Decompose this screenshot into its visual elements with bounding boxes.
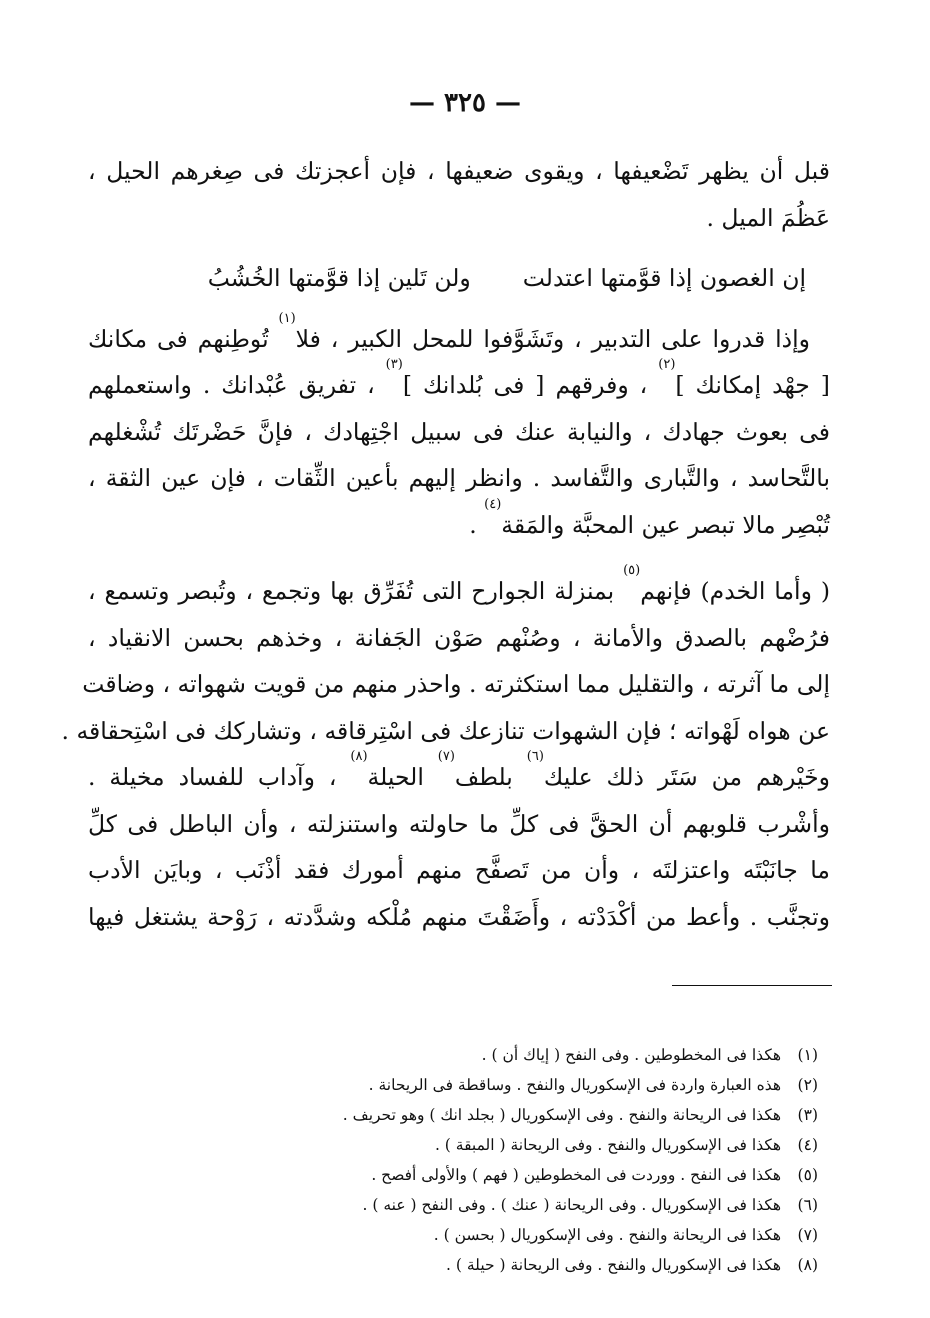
text-segment: بمنزلة الجوارح التى تُفَرِّق بها وتجمع ، وتُبصر وتسمع ، [88,577,624,605]
footnote-ref: (١) [278,310,296,326]
text-line: عَظُمَ الميل . [706,203,830,232]
verse-hemistich-first: إن الغصون إذا قوَّمتها اعتدلت [522,264,806,292]
footnote-number: (٦) [797,1196,818,1214]
text-segment: تُبْصِر مالا تبصر عين المحبَّة والمَقة [501,510,830,539]
text-segment: تُوطِنهم فى مكانك [88,324,279,353]
footnote [178,1220,818,1250]
verse-hemistich-second: ولن تَلين إذا قوَّمتها الخُشُبُ [207,264,471,292]
footnote-number: (٤) [797,1136,818,1154]
footnote-text: هكذا فى الريحانة والنفح . وفى الإسكوريال ( بحسن ) . [433,1226,782,1244]
footnote-number: (٣) [797,1106,818,1124]
text-segment: ، وآداب للفساد مخيلة . [88,763,351,791]
footnote-text: هكذا فى النفح . ووردت فى المخطوطين ( فهم ) والأولى أفصح . [371,1166,782,1184]
text-line: فى بعوث جهادك ، والنيابة عنك فى سبيل اجْتِهادك ، فإنَّ حَضْرتَك تُشْغلهم [88,417,830,446]
footnote [178,1040,818,1070]
footnote [178,1250,818,1280]
footnote [178,1070,818,1100]
footnote-ref: (٧) [437,749,455,764]
main-text [61,148,830,940]
text-segment: وإذا قدروا على التدبير ، وتَشَوَّفوا للمحل الكبير ، فلا [295,324,810,353]
text-segment: . [469,510,485,539]
text-line: فرُضْهم بالصدق والأمانة ، وصُنْهم صَوْن الجَفانة ، وخذهم بحسن الانقياد ، [88,623,830,652]
text-line [88,310,830,363]
text-segment: ، تفريق عُبْدانك . واستعملهم [88,371,386,399]
footnote [178,1130,818,1160]
footnote-text: هكذا فى الإسكوريال والنفح . وفى الريحانة ( المبقة ) . [434,1136,782,1154]
footnote-ref: (٤) [484,496,502,512]
text-line: عن هواه لَهْواته ؛ فإن الشهوات تنازعك فى اسْتِرقاقه ، وتشاركك فى اسْتِحقاقه . [61,716,830,745]
footnote-text: هذه العبارة واردة فى الإسكوريال والنفح . وساقطة فى الريحانة . [368,1076,782,1094]
footnote-ref: (٥) [623,563,641,578]
footnote-text: هكذا فى الريحانة والنفح . وفى الإسكوريال ( بجلد انك ) وهو تحريف . [342,1106,782,1124]
footnote-ref: (٢) [658,357,676,372]
text-line [88,496,830,549]
footnote-number: (٢) [797,1076,818,1094]
text-segment: بلطف [454,763,527,791]
footnote-ref: (٣) [385,357,403,372]
poetry-verse [88,255,830,302]
footnote-text: هكذا فى المخطوطين . وفى النفح ( إياك أن ) . [481,1046,782,1064]
text-segment: [ جهْد إمكانك ] [675,371,830,399]
text-line: ما جانَبْتَه واعتزلتَه ، وأن من تَصفَّح منهم أمورك فقد أذْنَب ، وبايَن الأدب [88,856,830,884]
text-segment: الحيلة [367,763,438,791]
text-segment: وخَيْرهم من سَتَر ذلك عليك [543,763,830,791]
footnote-number: (٥) [797,1166,818,1184]
text-line [88,357,830,409]
footnote [178,1100,818,1130]
footnote-ref: (٨) [350,749,368,764]
footnote [178,1160,818,1190]
text-line: إلى ما آثرته ، والتقليل مما استكثرته . واحذر منهم من قويت شهواته ، وضاقت [82,670,830,698]
footnote-number: (٨) [797,1256,818,1274]
text-line: وتجنَّب . وأعط من أكْدَدْته ، وأَضَقْتَ منهم مُلْكه وشدَّدته ، رَوْحة يشتغل فيها [88,902,830,931]
text-line: بالتَّحاسد ، والتَّبارى والتَّفاسد . وانظر إليهم بأعين الثِّقات ، فإن عين الثقة ، [88,464,830,492]
text-line: وأشْرب قلوبهم أن الحقَّ فى كلِّ ما حاولته واستنزلته ، وأن الباطل فى كلِّ [88,809,830,838]
text-segment: ، وفرقهم [ فى بُلدانك ] [402,371,659,399]
text-segment: ( وأما الخدم) فإنهم [640,577,830,605]
footnote-number: (٧) [797,1226,818,1244]
footnote-divider [672,985,832,986]
text-line: قبل أن يظهر تَضْعيفها ، ويقوى ضعيفها ، فإن أعجزتك فى صِغرهم الحيل ، [88,157,830,185]
footnotes [178,1040,818,1280]
footnote-text: هكذا فى الإسكوريال والنفح . وفى الريحانة ( حيلة ) . [446,1256,782,1274]
footnote-text: هكذا فى الإسكوريال . وفى الريحانة ( عنك ) . وفى النفح ( عنه ) . [362,1196,782,1214]
footnote-ref: (٦) [526,749,544,764]
page-number: — ٣٢٥ — [408,88,522,118]
text-line [88,749,830,801]
text-line [88,563,830,615]
footnote-number: (١) [797,1046,818,1064]
footnote [178,1190,818,1220]
